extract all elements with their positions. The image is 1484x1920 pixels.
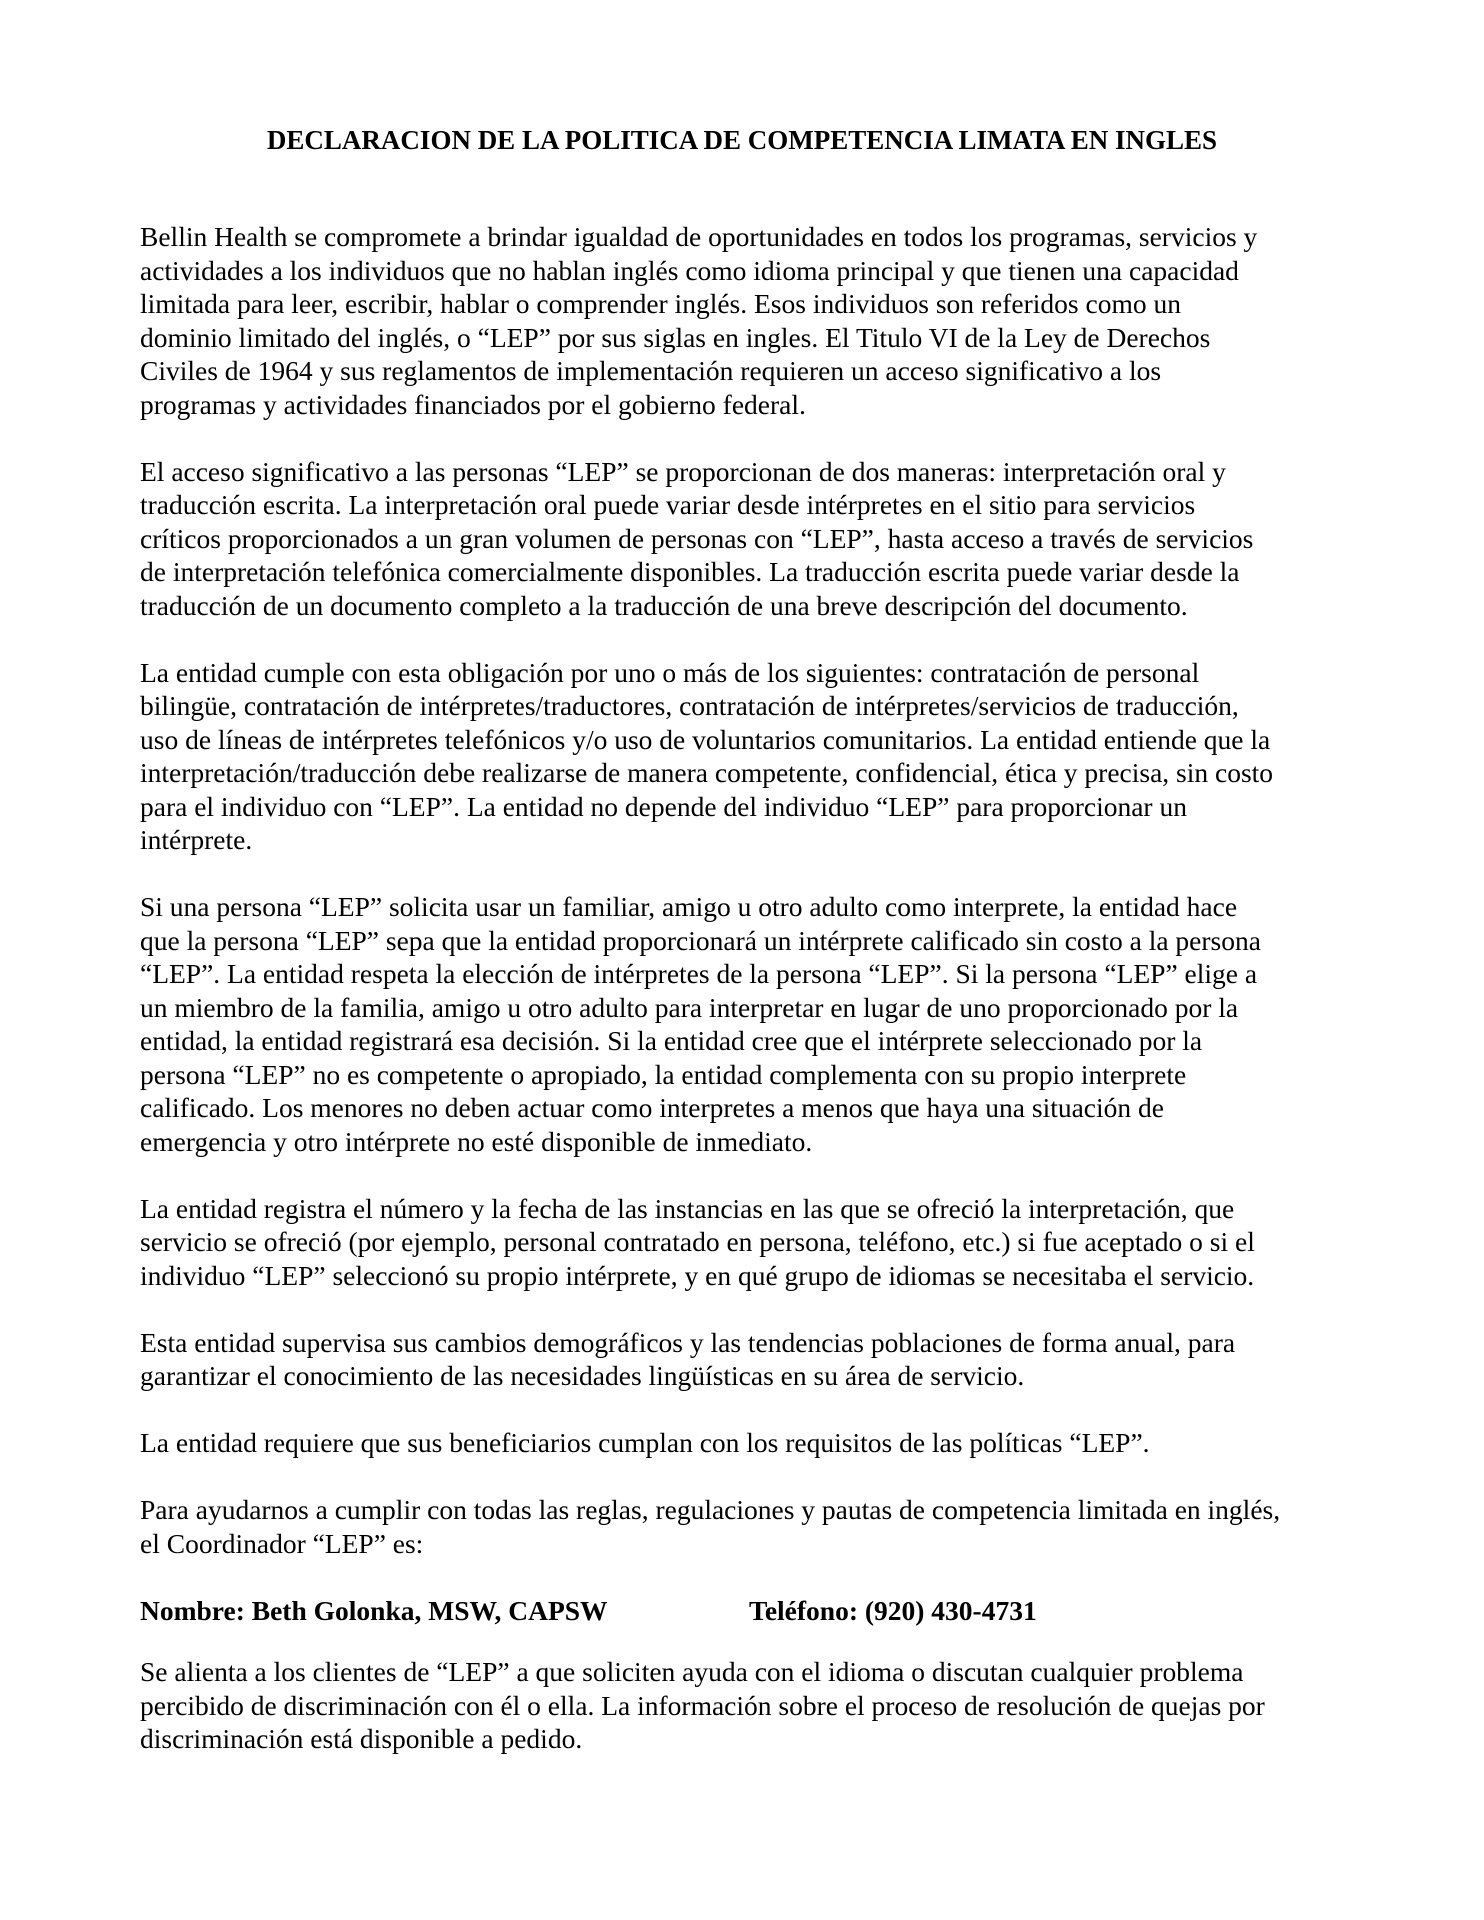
paragraph-line: emergencia y otro intérprete no esté disponible de inmediato. <box>140 1125 813 1157</box>
paragraph-line: de interpretación telefónica comercialmente disponibles. La traducción escrita puede variar desde la <box>140 556 1240 587</box>
paragraph-line: un miembro de la familia, amigo u otro adulto para interpretar en lugar de uno proporcionado por la <box>140 991 1239 1023</box>
paragraph-line: Se alienta a los clientes de “LEP” a que soliciten ayuda con el idioma o discutan cualquier problema <box>140 1656 1244 1687</box>
paragraph-line: calificado. Los menores no deben actuar como interpretes a menos que haya una situación de <box>140 1092 1164 1123</box>
body-paragraph <box>140 1192 1350 1293</box>
body-paragraph <box>140 455 1350 623</box>
paragraph-line: Para ayudarnos a cumplir con todas las reglas, regulaciones y pautas de competencia limitada en inglés, <box>140 1494 1281 1525</box>
document-title: DECLARACION DE LA POLITICA DE COMPETENCIA LIMATA EN INGLES <box>266 125 1218 155</box>
body-paragraph <box>140 890 1350 1158</box>
body-paragraph <box>140 220 1350 421</box>
paragraph-line: programas y actividades financiados por el gobierno federal. <box>140 388 806 420</box>
paragraph-line: persona “LEP” no es competente o apropiado, la entidad complementa con su propio interprete <box>140 1058 1187 1090</box>
paragraph-line: limitada para leer, escribir, hablar o comprender inglés. Esos individuos son referidos como un <box>140 288 1181 319</box>
paragraph-line: La entidad registra el número y la fecha de las instancias en las que se ofreció la interpretación, que <box>140 1192 1235 1224</box>
paragraph-line: entidad, la entidad registrará esa decisión. Si la entidad cree que el intérprete seleccionado por la <box>140 1025 1203 1056</box>
paragraph-line: traducción de un documento completo a la traducción de una breve descripción del documento. <box>140 589 1188 621</box>
coordinator-name: Nombre: Beth Golonka, MSW, CAPSW <box>140 1594 608 1626</box>
paragraph-line: La entidad cumple con esta obligación por uno o más de los siguientes: contratación de personal <box>140 656 1200 688</box>
paragraph-line: garantizar el conocimiento de las necesidades lingüísticas en su área de servicio. <box>140 1360 1025 1391</box>
paragraph-line: individuo “LEP” seleccionó su propio intérprete, y en qué grupo de idiomas se necesitaba el servicio. <box>140 1259 1255 1291</box>
lep-coordinator-contact <box>140 1594 1350 1628</box>
paragraph-line: Civiles de 1964 y sus reglamentos de implementación requieren un acceso significativo a los <box>140 355 1162 386</box>
paragraph-line: actividades a los individuos que no hablan inglés como idioma principal y que tienen una capacidad <box>140 254 1239 286</box>
paragraph-line: que la persona “LEP” sepa que la entidad proporcionará un intérprete calificado sin costo a la persona <box>140 924 1261 956</box>
paragraph-line: La entidad requiere que sus beneficiarios cumplan con los requisitos de las políticas “LEP”. <box>140 1427 1150 1458</box>
paragraph-line: intérprete. <box>140 824 253 855</box>
paragraph-line: servicio se ofreció (por ejemplo, personal contratado en persona, teléfono, etc.) si fue aceptado o si el <box>140 1226 1255 1257</box>
paragraph-line: el Coordinador “LEP” es: <box>140 1527 424 1559</box>
paragraph-line: traducción escrita. La interpretación oral puede variar desde intérpretes en el sitio para servicios <box>140 489 1196 520</box>
body-paragraph <box>140 1493 1350 1560</box>
paragraph-line: Bellin Health se compromete a brindar igualdad de oportunidades en todos los programas, servicios y <box>140 221 1258 252</box>
paragraph-line: Esta entidad supervisa sus cambios demográficos y las tendencias poblaciones de forma anual, para <box>140 1326 1236 1358</box>
closing-paragraph <box>140 1655 1350 1756</box>
paragraph-line: uso de líneas de intérpretes telefónicos y/o uso de voluntarios comunitarios. La entidad entiende que la <box>140 723 1271 755</box>
paragraph-list <box>140 220 1350 1560</box>
paragraph-line: dominio limitado del inglés, o “LEP” por sus siglas en ingles. El Titulo VI de la Ley de Derechos <box>140 321 1211 353</box>
body-paragraph <box>140 656 1350 857</box>
paragraph-line: discriminación está disponible a pedido. <box>140 1723 583 1754</box>
paragraph-line: percibido de discriminación con él o ella. La información sobre el proceso de resolución de quejas por <box>140 1689 1265 1721</box>
paragraph-line: bilingüe, contratación de intérpretes/traductores, contratación de intérpretes/servicios de traducción, <box>140 690 1239 721</box>
body-paragraph <box>140 1426 1350 1460</box>
paragraph-line: Si una persona “LEP” solicita usar un familiar, amigo u otro adulto como interprete, la entidad hace <box>140 891 1238 922</box>
paragraph-line: para el individuo con “LEP”. La entidad no depende del individuo “LEP” para proporcionar un <box>140 790 1187 822</box>
paragraph-line: interpretación/traducción debe realizarse de manera competente, confidencial, ética y precisa, sin costo <box>140 757 1274 788</box>
document-body <box>140 220 1350 1789</box>
body-paragraph <box>140 1326 1350 1393</box>
coordinator-phone: Teléfono: (920) 430-4731 <box>749 1594 1037 1626</box>
paragraph-line: críticos proporcionados a un gran volumen de personas con “LEP”, hasta acceso a través de servicios <box>140 522 1254 554</box>
paragraph-line: El acceso significativo a las personas “LEP” se proporcionan de dos maneras: interpretación oral y <box>140 455 1226 487</box>
paragraph-line: “LEP”. La entidad respeta la elección de intérpretes de la persona “LEP”. Si la persona “LEP” elige a <box>140 958 1258 989</box>
